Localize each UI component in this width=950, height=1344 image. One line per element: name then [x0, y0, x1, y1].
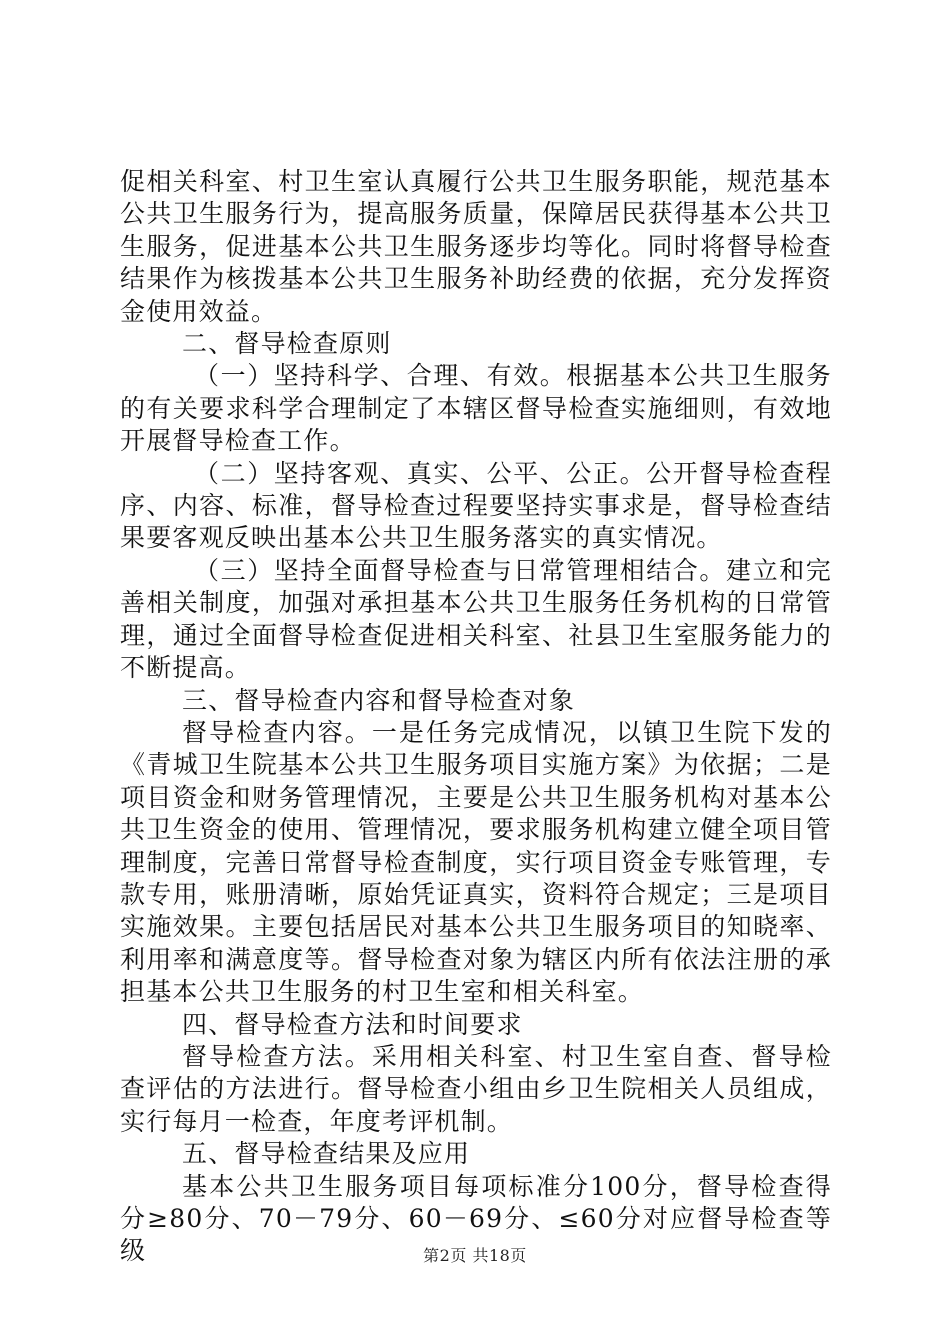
section-heading-3: 三、督导检查内容和督导检查对象 — [182, 685, 576, 715]
section-heading-4: 四、督导检查方法和时间要求 — [182, 1009, 523, 1039]
paragraph-inspection-method: 督导检查方法。采用相关科室、村卫生室自查、督导检查评估的方法进行。督导检查小组由乡卫生院相关人员组成，实行每月一检查，年度考评机制。 — [120, 1041, 832, 1136]
paragraph-principle-1: （一）坚持科学、合理、有效。根据基本公共卫生服务的有关要求科学合理制定了本辖区督导检查实施细则，有效地开展督导检查工作。 — [120, 361, 832, 456]
page-number-footer: 第2页 共18页 — [423, 1246, 527, 1265]
paragraph-principle-3: （三）坚持全面督导检查与日常管理相结合。建立和完善相关制度，加强对承担基本公共卫生服务任务机构的日常管理，通过全面督导检查促进相关科室、社县卫生室服务能力的不断提高。 — [120, 555, 832, 683]
paragraph-inspection-content: 督导检查内容。一是任务完成情况，以镇卫生院下发的《青城卫生院基本公共卫生服务项目实施方案》为依据；二是项目资金和财务管理情况，主要是公共卫生服务机构对基本公共卫生资金的使用、管理情况，要求服务机构建立健全项目管理制度，完善日常督导检查制度，实行项目资金专账管理，专款专用，账册清晰，原始凭证真实，资料符合规定；三是项目实施效果。主要包括居民对基本公共卫生服务项目的知晓率、利用率和满意度等。督导检查对象为辖区内所有依法注册的承担基本公共卫生服务的村卫生室和相关科室。 — [120, 717, 832, 1007]
paragraph-inspection-results: 基本公共卫生服务项目每项标准分100分，督导检查得分≥80分、70－79分、60－69分、≤60分对应督导检查等级 — [120, 1171, 832, 1266]
paragraph-continuation: 促相关科室、村卫生室认真履行公共卫生服务职能，规范基本公共卫生服务行为，提高服务质量，保障居民获得基本公共卫生服务，促进基本公共卫生服务逐步均等化。同时将督导检查结果作为核拨基本公共卫生服务补助经费的依据，充分发挥资金使用效益。 — [120, 167, 832, 326]
document-body — [120, 166, 832, 1268]
section-heading-2: 二、督导检查原则 — [182, 329, 392, 359]
section-heading-5: 五、督导检查结果及应用 — [182, 1139, 471, 1169]
paragraph-principle-2: （二）坚持客观、真实、公平、公正。公开督导检查程序、内容、标准，督导检查过程要坚持实事求是，督导检查结果要客观反映出基本公共卫生服务落实的真实情况。 — [120, 458, 832, 553]
